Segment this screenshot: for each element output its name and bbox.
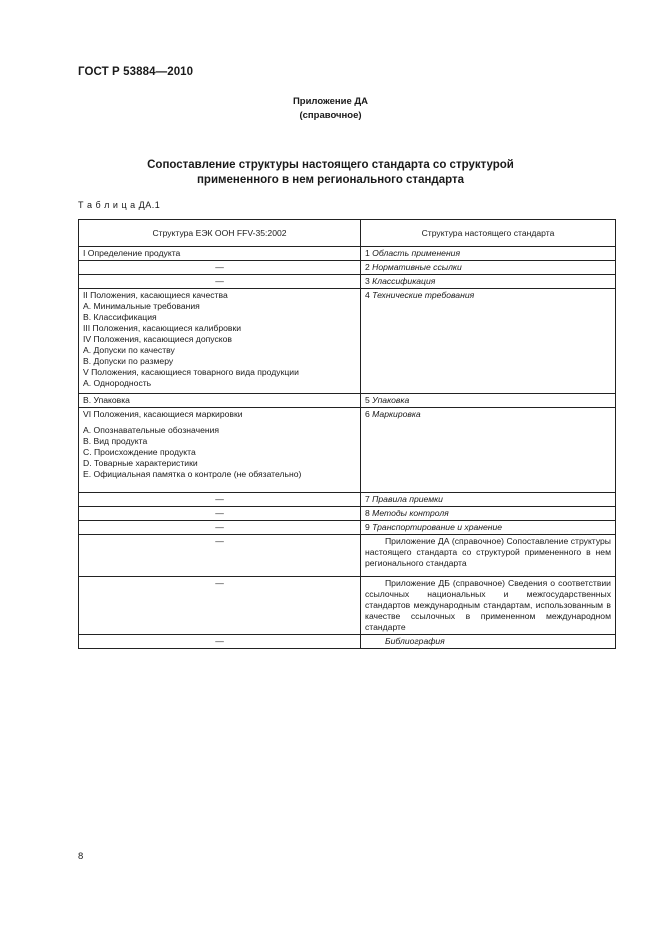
cell-line: — [215,276,224,286]
standard-designation: ГОСТ Р 53884—2010 [78,66,194,78]
main-title-line-1: Сопоставление структуры настоящего стандарта со структурой [147,159,514,171]
main-title-line-2: примененного в нем регионального стандарта [196,174,465,186]
cell-line: Е. Официальная памятка о контроле (не обязательно) [83,469,302,479]
section-title: Приложение ДБ (справочное) Сведения о соответствии ссылочных национальных и межгосударственных стандартов международным стандартам, использованным в качестве ссылочных в примененном международном стандарте [365,578,611,632]
cell-line: С. Происхождение продукта [83,447,196,457]
table-row [79,493,616,507]
section-number: 1 [365,248,370,258]
cell-line: III Положения, касающиеся калибровки [83,323,242,333]
cell-standard-structure [361,507,616,521]
cell-unece-structure [79,493,361,507]
section-title: Упаковка [372,395,410,405]
section-number: 8 [365,508,370,518]
cell-unece-structure [79,535,361,577]
section-title: Область применения [372,248,461,258]
main-title [0,158,661,188]
section-title: Нормативные ссылки [372,262,462,272]
section-number: 9 [365,522,370,532]
cell-standard-structure [361,493,616,507]
section-number: 5 [365,395,370,405]
table-caption: Т а б л и ц а ДА.1 [78,200,161,210]
cell-line: В. Классификация [83,312,157,322]
table-row [79,635,616,649]
cell-line: А. Допуски по качеству [83,345,175,355]
cell-line: II Положения, касающиеся качества [83,290,228,300]
table-row [79,394,616,408]
cell-standard-structure [361,247,616,261]
cell-unece-structure [79,247,361,261]
table-row [79,261,616,275]
cell-standard-structure [361,289,616,394]
cell-unece-structure [79,635,361,649]
table-row [79,247,616,261]
table-row [79,577,616,635]
table-row [79,521,616,535]
cell-line: — [215,522,224,532]
cell-standard-structure [361,577,616,635]
cell-line: VI Положения, касающиеся маркировки [83,409,243,419]
section-title: Классификация [372,276,436,286]
cell-line: В. Допуски по размеру [83,356,174,366]
cell-line: — [215,578,224,588]
cell-unece-structure [79,289,361,394]
section-number: 4 [365,290,370,300]
page-number: 8 [78,851,84,862]
table-row [79,535,616,577]
cell-standard-structure [361,635,616,649]
table-row [79,275,616,289]
table-row [79,408,616,493]
cell-unece-structure [79,261,361,275]
column-header-unece: Структура ЕЭК ООН FFV-35:2002 [79,220,361,247]
cell-line: — [215,494,224,504]
cell-line: А. Минимальные требования [83,301,200,311]
structure-comparison-table [78,219,616,649]
cell-standard-structure [361,394,616,408]
cell-unece-structure [79,394,361,408]
cell-line: V Положения, касающиеся товарного вида продукции [83,367,299,377]
column-header-standard: Структура настоящего стандарта [361,220,616,247]
cell-line: IV Положения, касающиеся допусков [83,334,232,344]
table-row [79,289,616,394]
cell-line: I Определение продукта [83,248,181,258]
cell-line: — [215,508,224,518]
cell-unece-structure [79,521,361,535]
cell-standard-structure [361,521,616,535]
cell-line: D. Товарные характеристики [83,458,198,468]
section-title: Приложение ДА (справочное) Сопоставление структуры настоящего стандарта со структурой примененного в нем регионального стандарта [365,536,611,568]
cell-standard-structure [361,408,616,493]
table-body [79,247,616,649]
cell-line: В. Упаковка [83,395,130,405]
appendix-subtitle: (справочное) [299,110,362,121]
section-title: Библиография [385,636,445,646]
section-number: 7 [365,494,370,504]
table-row [79,507,616,521]
cell-unece-structure [79,577,361,635]
cell-standard-structure [361,535,616,577]
cell-standard-structure [361,275,616,289]
cell-line: — [215,636,224,646]
section-number: 3 [365,276,370,286]
cell-line: — [215,536,224,546]
cell-line: А. Опознавательные обозначения [83,425,220,435]
section-number: 2 [365,262,370,272]
appendix-heading [0,95,661,123]
section-number: 6 [365,409,370,419]
section-title: Маркировка [372,409,421,419]
cell-line: А. Однородность [83,378,152,388]
appendix-title: Приложение ДА [292,96,369,107]
section-title: Методы контроля [372,508,449,518]
cell-unece-structure [79,275,361,289]
section-title: Технические требования [372,290,475,300]
section-title: Правила приемки [372,494,443,504]
cell-unece-structure [79,408,361,493]
cell-line: — [215,262,224,272]
cell-unece-structure [79,507,361,521]
cell-line: В. Вид продукта [83,436,148,446]
table-header-row [79,220,616,247]
section-title: Транспортирование и хранение [372,522,503,532]
cell-standard-structure [361,261,616,275]
